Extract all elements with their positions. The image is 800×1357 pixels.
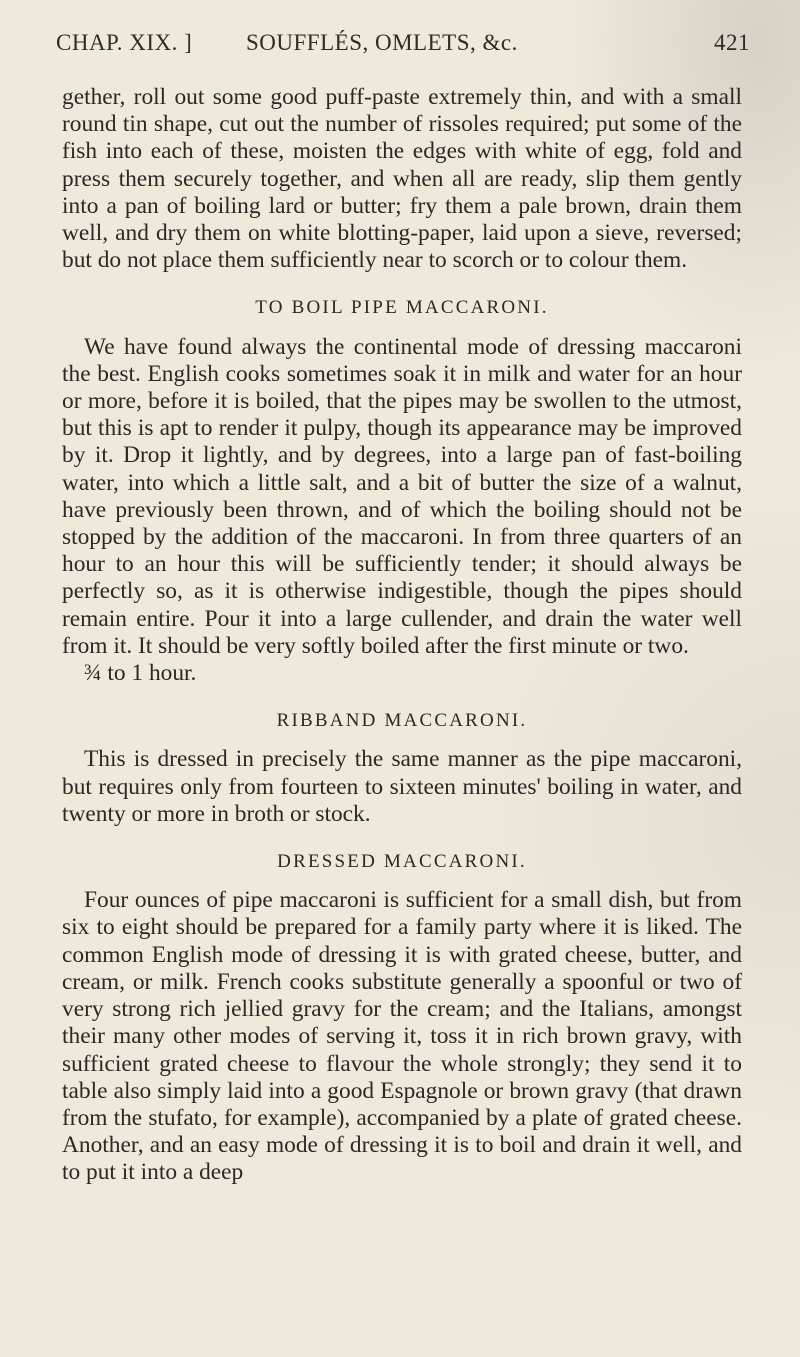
running-head — [56, 22, 750, 58]
section-heading-ribband-maccaroni: RIBBAND MACCARONI. — [276, 710, 528, 732]
section-timing-pipe-maccaroni: ¾ to 1 hour. — [84, 660, 197, 687]
body-text — [62, 84, 742, 1187]
section-text-dressed-maccaroni: Four ounces of pipe maccaroni is sufficient for a small dish, but from six to eight should be prepared for a family party where it is liked. The common English mode of dressing it is with grated cheese, butter, and cream, or milk. French cooks substitute generally a spoonful or two of very strong rich jellied gravy for the cream; and the Italians, amongst their many other modes of serving it, toss it in rich brown gravy, with sufficient grated cheese to flavour the whole strongly; they send it to table also simply laid into a good Espagnole or brown gravy (that drawn from the stufato, for example), accompanied by a plate of grated cheese. Another, and an easy mode of dressing it is to boil and drain it well, and to put it into a deep — [62, 887, 742, 1186]
section-heading-dressed-maccaroni: DRESSED MACCARONI. — [277, 851, 527, 873]
section-text-pipe-maccaroni: We have found always the continental mode of dressing maccaroni the best. English cooks sometimes soak it in milk and water for an hour or more, before it is boiled, that the pipes may be swollen to the utmost, but this is apt to render it pulpy, though its appearance may be improved by it. Drop it lightly, and by degrees, into a large pan of fast-boiling water, into which a little salt, and a bit of butter the size of a walnut, have previously been thrown, and of which the boiling should not be stopped by the addition of the maccaroni. In from three quarters of an hour to an hour this will be sufficiently tender; it should always be perfectly so, as it is otherwise indigestible, though the pipes should remain entire. Pour it into a large cullender, and drain the water well from it. It should be very softly boiled after the first minute or two. — [62, 333, 742, 659]
section-text-ribband-maccaroni: This is dressed in precisely the same manner as the pipe maccaroni, but requires only from fourteen to sixteen minutes' boiling in water, and twenty or more in broth or stock. — [62, 746, 742, 827]
running-title: SOUFFLÉS, OMLETS, &c. — [246, 30, 518, 55]
page-number: 421 — [714, 30, 750, 55]
continuation-paragraph: gether, roll out some good puff-paste extremely thin, and with a small round tin shape, cut out the number of rissoles required; put some of the fish into each of these, moisten the edges with white of egg, fold and press them securely together, and when all are ready, slip them gently into a pan of boiling lard or butter; fry them a pale brown, drain them well, and dry them on white blotting-paper, laid upon a sieve, reversed; but do not place them sufficiently near to scorch or to colour them. — [62, 84, 742, 274]
chapter-label: CHAP. XIX. ] — [56, 30, 193, 55]
section-heading-pipe-maccaroni: TO BOIL PIPE MACCARONI. — [255, 297, 549, 319]
